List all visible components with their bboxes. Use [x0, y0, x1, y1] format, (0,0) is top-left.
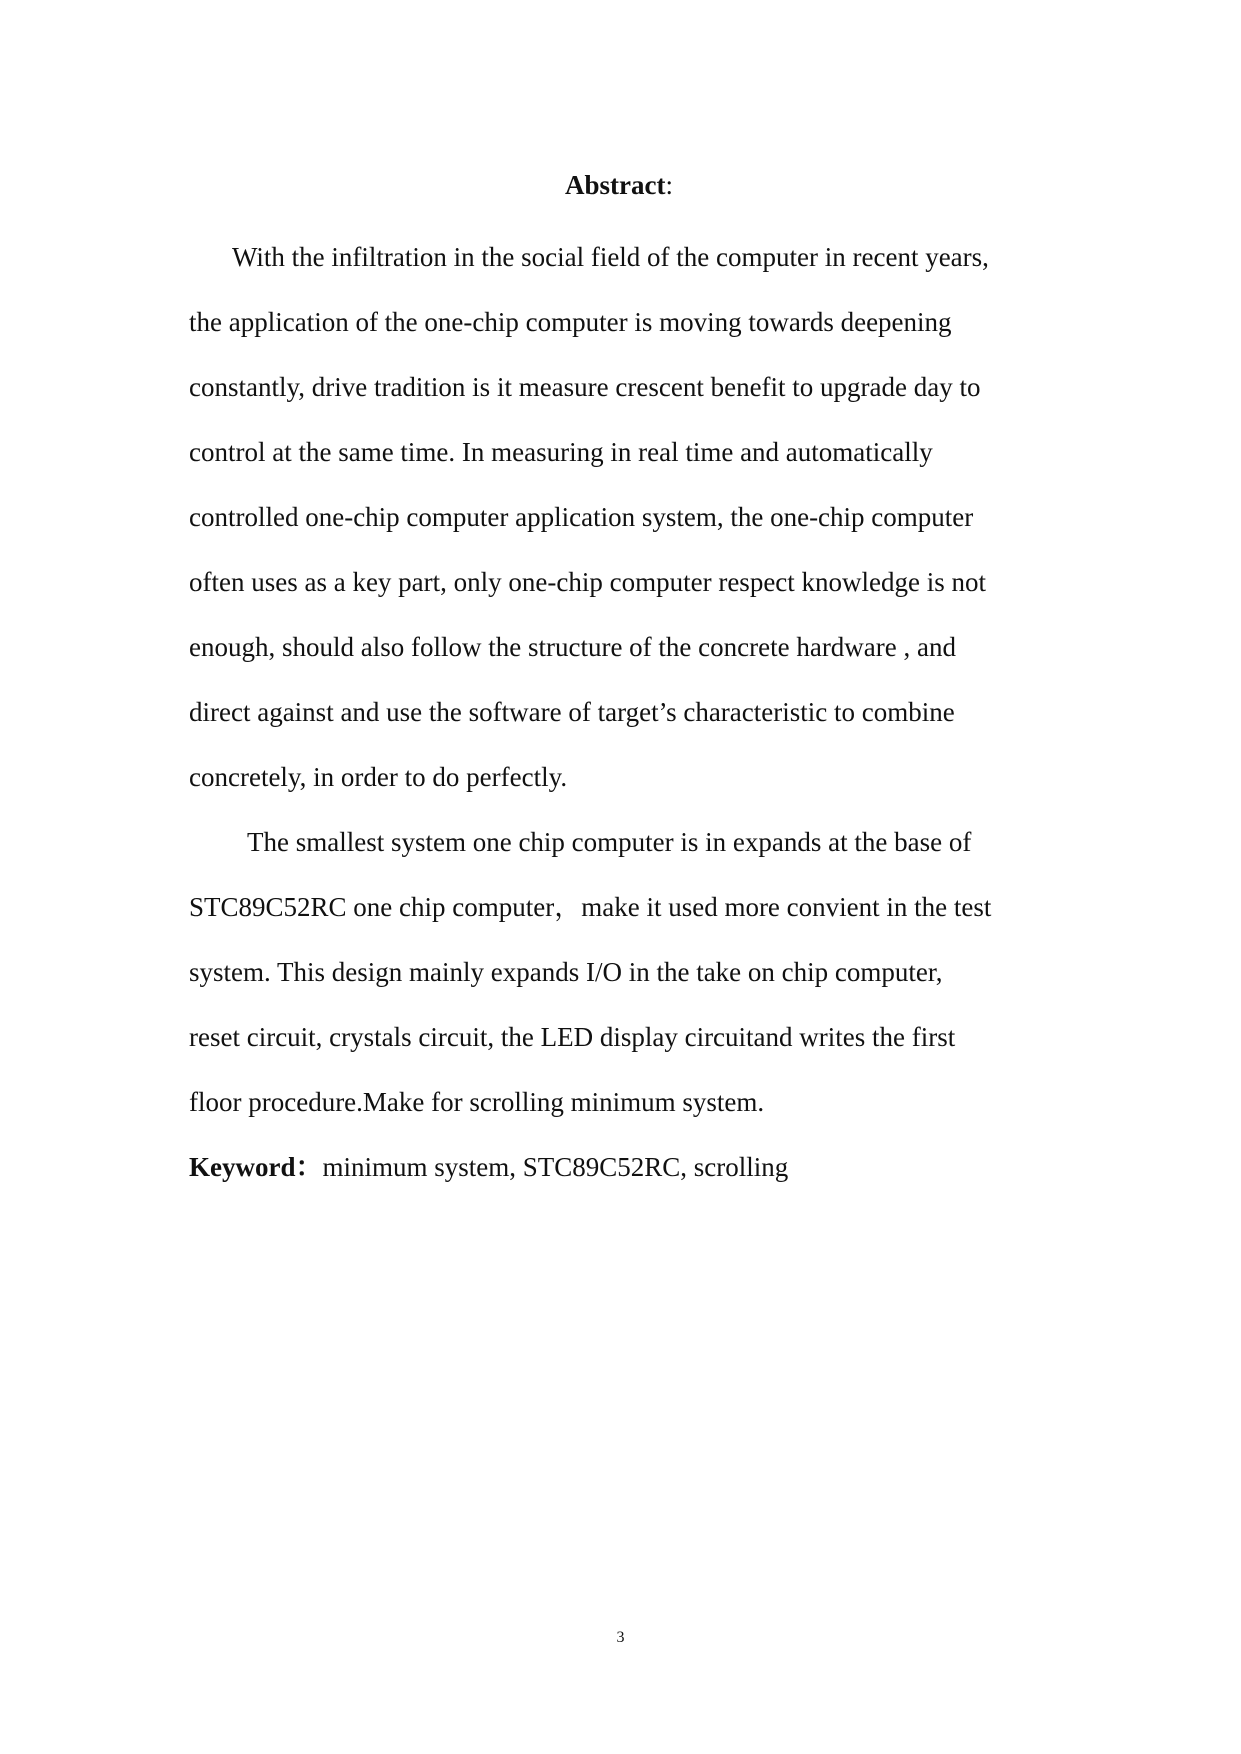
paragraph-line: direct against and use the software of target’s characteristic to combine [189, 697, 955, 727]
abstract-paragraph-1 [189, 225, 1069, 810]
paragraph-line: STC89C52RC one chip computer，make it used more convient in the test [189, 892, 992, 922]
paragraph-line: system. This design mainly expands I/O in the take on chip computer, [189, 957, 943, 987]
paragraph-line: often uses as a key part, only one-chip computer respect knowledge is not [189, 567, 987, 597]
keywords-text: minimum system, STC89C52RC, scrolling [322, 1152, 789, 1182]
abstract-title-colon: : [665, 170, 673, 200]
paragraph-line: constantly, drive tradition is it measure crescent benefit to upgrade day to [189, 372, 981, 402]
keywords-line [189, 1135, 1069, 1200]
paragraph-line: floor procedure.Make for scrolling minimum system. [189, 1087, 765, 1117]
paragraph-line: With the infiltration in the social field of the computer in recent years, [232, 242, 989, 272]
page-number: 3 [616, 1629, 625, 1646]
paragraph-line: concretely, in order to do perfectly. [189, 762, 568, 792]
abstract-paragraph-2 [189, 810, 1069, 1135]
abstract-title: Abstract [565, 170, 666, 200]
paragraph-line: The smallest system one chip computer is in expands at the base of [247, 827, 972, 857]
abstract-section [189, 160, 1069, 1200]
paragraph-line: enough, should also follow the structure of the concrete hardware , and [189, 632, 956, 662]
paragraph-line: controlled one-chip computer application system, the one-chip computer [189, 502, 974, 532]
keywords-label: Keyword： [189, 1152, 323, 1182]
paragraph-line: reset circuit, crystals circuit, the LED display circuitand writes the first [189, 1022, 956, 1052]
paragraph-line: control at the same time. In measuring in real time and automatically [189, 437, 933, 467]
abstract-heading [189, 160, 1049, 210]
paragraph-line: the application of the one-chip computer is moving towards deepening [189, 307, 952, 337]
